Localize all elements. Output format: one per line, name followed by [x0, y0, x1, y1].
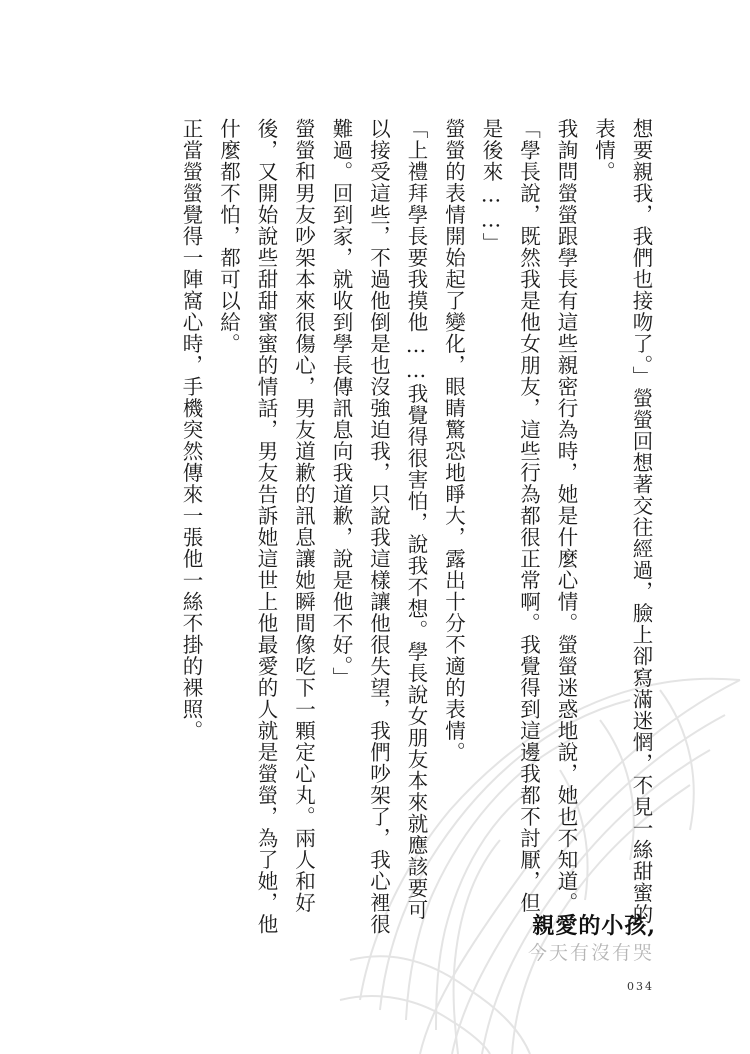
- text-column: 以接受這些，不過他倒是也沒強迫我，只說我這樣讓他很失望，我們吵架了，我心裡很: [366, 118, 391, 935]
- page-number: 034: [627, 980, 654, 993]
- text-column: 難過。回到家，就收到學長傳訊息向我道歉，說是他不好。」: [329, 118, 353, 689]
- text-column: 正當螢螢覺得一陣窩心時，手機突然傳來一張他一絲不掛的裸照。: [179, 118, 203, 742]
- text-column: 是後來……」: [479, 118, 503, 254]
- text-column: 「學長說，既然我是他女朋友，這些行為都很正常啊。我覺得到這邊我都不討厭，但: [516, 118, 541, 914]
- text-column: 後，又開始說些甜甜蜜蜜的情話，男友告訴她這世上他最愛的人就是螢螢，為了她，他: [254, 118, 278, 935]
- text-column: 螢螢的表情開始起了變化，眼睛驚恐地睜大，露出十分不適的表情。: [441, 118, 466, 763]
- book-title: 親愛的小孩,: [532, 913, 656, 939]
- text-column: 表情。: [591, 118, 616, 183]
- text-column: 「上禮拜學長要我摸他……我覺得很害怕，說我不想。學長說女朋友本來就應該要可: [404, 118, 428, 921]
- running-title: [528, 912, 656, 966]
- book-subtitle: 今天有沒有哭: [527, 942, 654, 964]
- text-column: 螢螢和男友吵架本來很傷心，男友道歉的訊息讓她瞬間像吃下一顆定心丸。兩人和好: [291, 118, 316, 914]
- text-column: 我詢問螢螢跟學長有這些親密行為時，她是什麼心情。螢螢迷惑地說，她也不知道。: [554, 118, 578, 914]
- text-column: 什麼都不怕，都可以給。: [216, 118, 241, 355]
- text-column: 想要親我，我們也接吻了。」螢螢回想著交往經過，臉上卻寫滿迷惘，不見一絲甜蜜的: [629, 118, 653, 925]
